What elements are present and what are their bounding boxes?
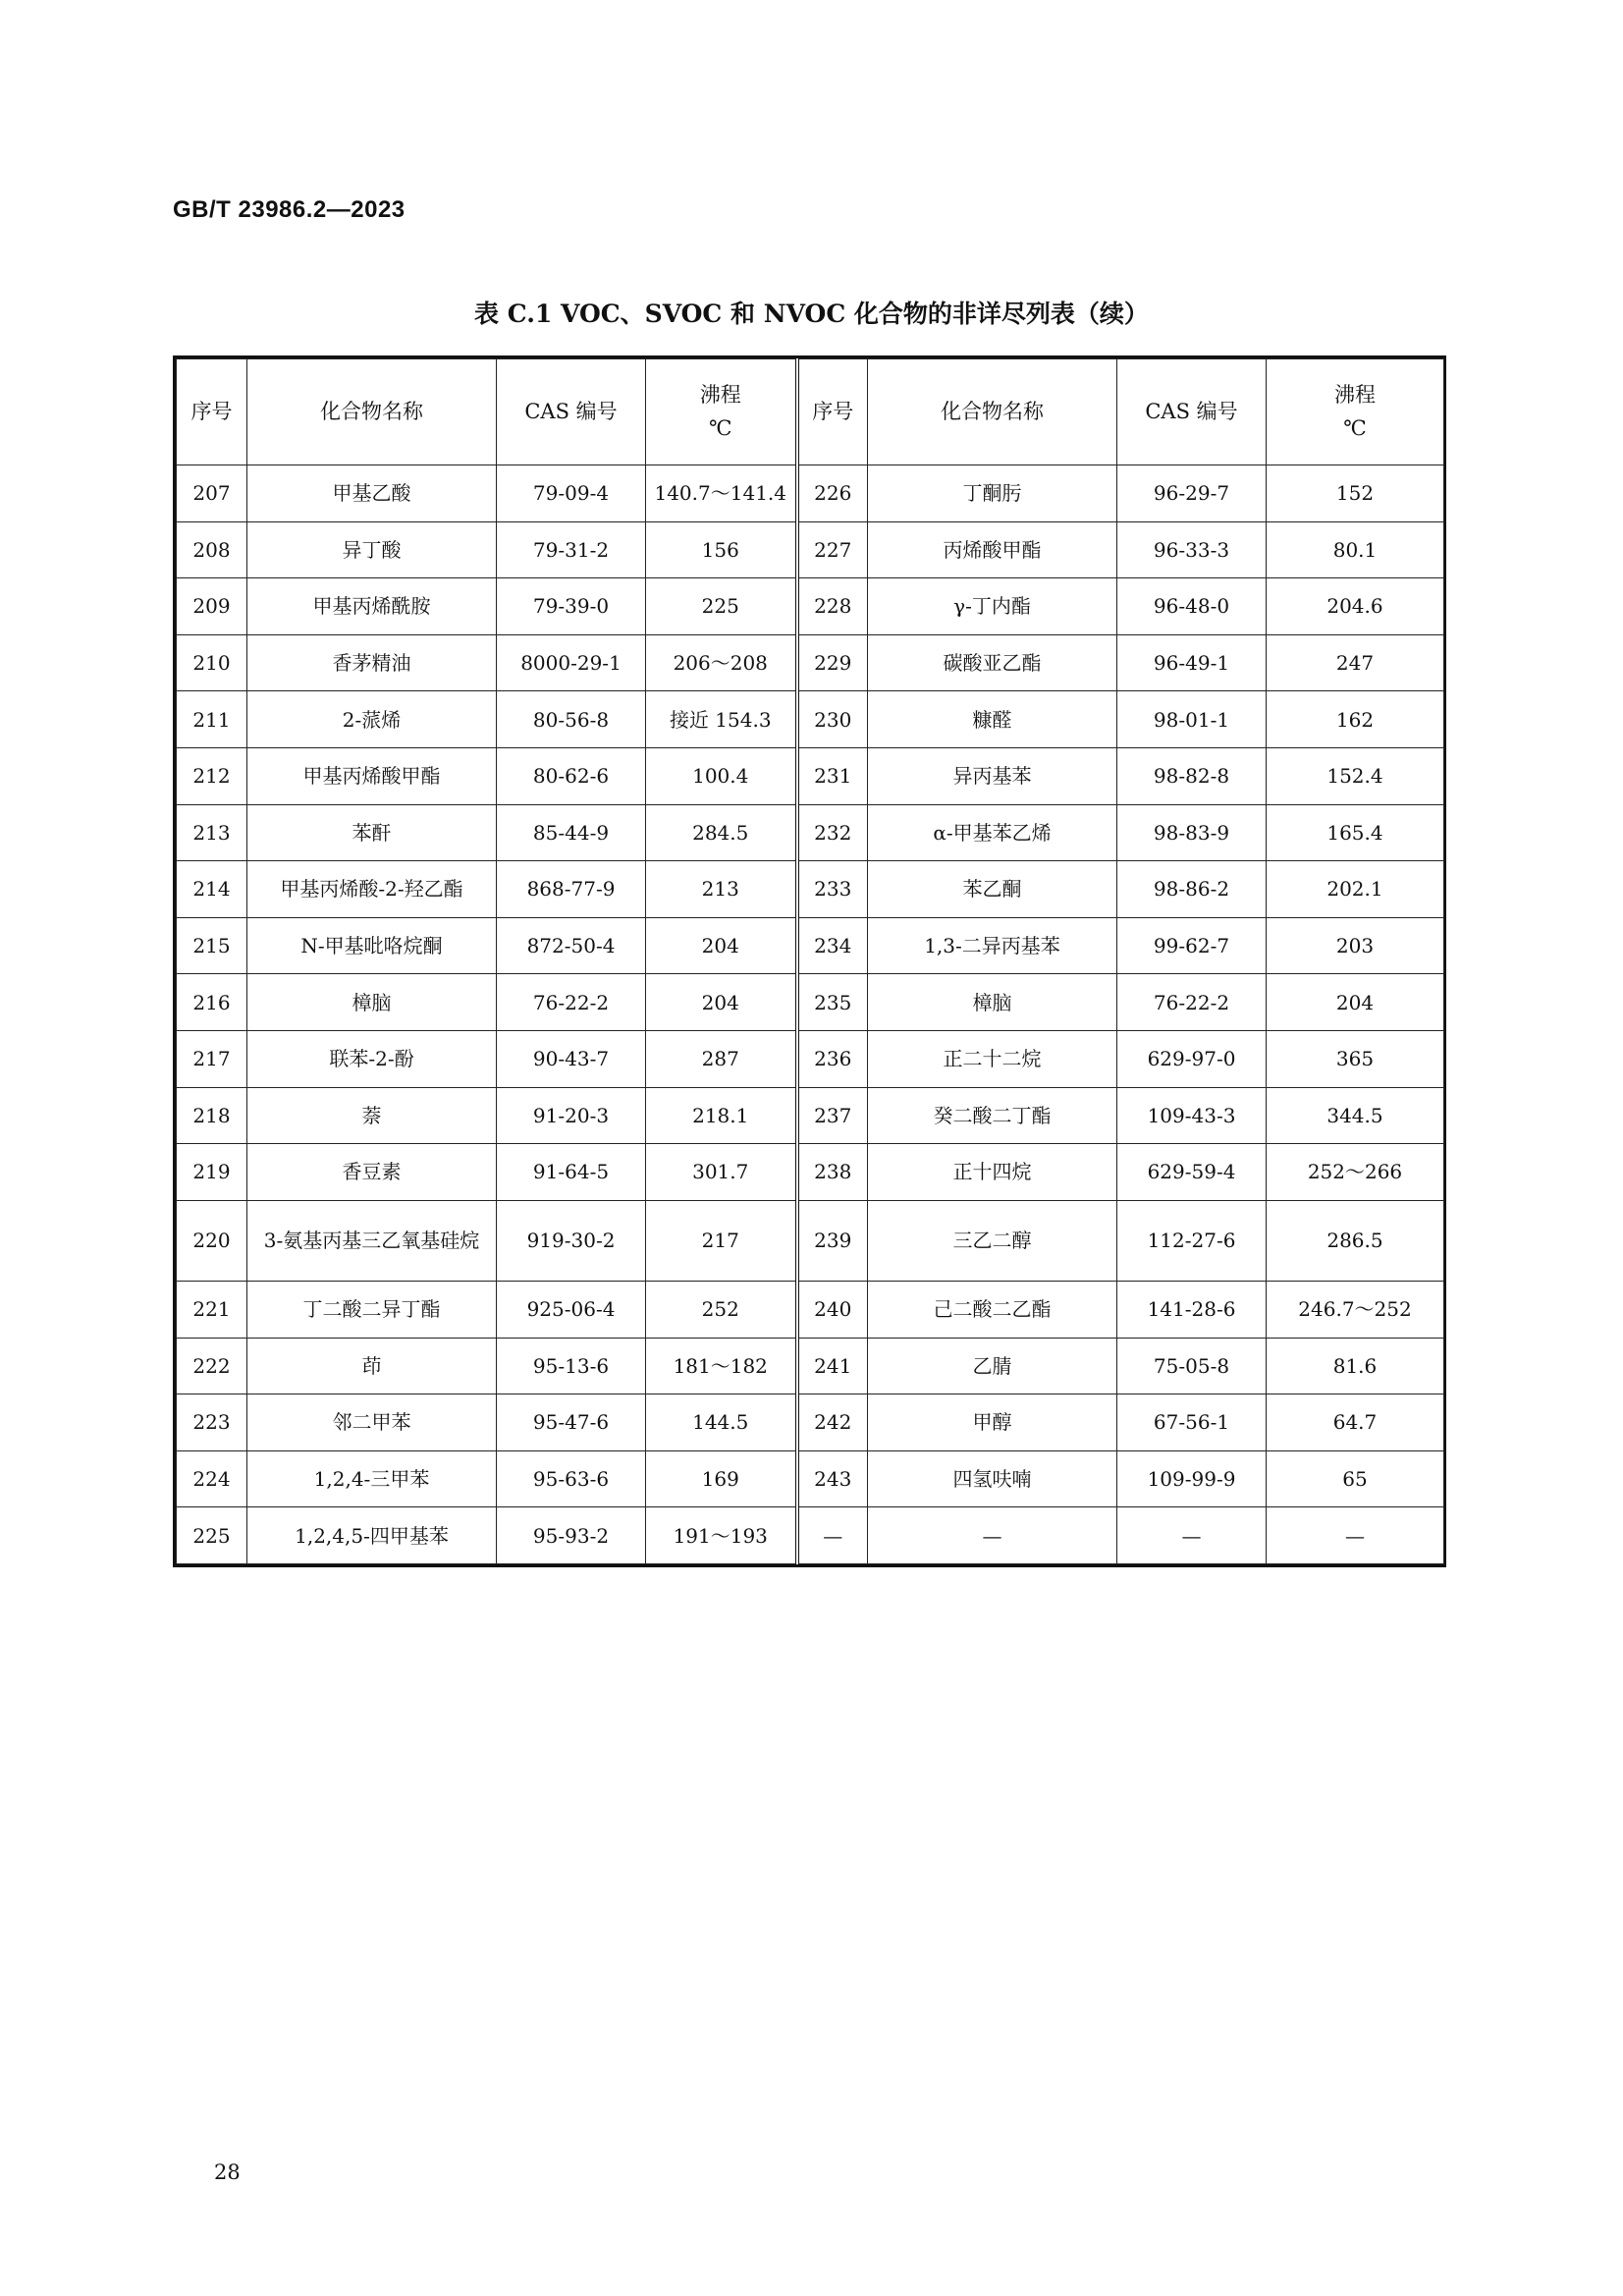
cell-left-seq: 217 (177, 1030, 247, 1087)
cell-left-name: 甲基丙烯酰胺 (247, 578, 497, 635)
header-name: 化合物名称 (247, 359, 497, 465)
header-cas: CAS 编号 (1117, 359, 1267, 465)
cell-left-cas: 95-47-6 (497, 1394, 646, 1451)
table-row (177, 1200, 1444, 1281)
header-name: 化合物名称 (868, 359, 1117, 465)
cell-right-name: γ-丁内酯 (868, 578, 1117, 635)
cell-right-boiling-range: 165.4 (1267, 804, 1444, 861)
cell-right-boiling-range: 286.5 (1267, 1200, 1444, 1281)
cell-left-cas: 79-31-2 (497, 521, 646, 578)
cell-right-boiling-range: 152 (1267, 465, 1444, 522)
cell-right-name: 糠醛 (868, 691, 1117, 748)
cell-left-cas: 91-64-5 (497, 1144, 646, 1201)
cell-right-seq: 233 (797, 861, 868, 918)
document-code: GB/T 23986.2—2023 (173, 196, 406, 223)
cell-right-name: 己二酸二乙酯 (868, 1281, 1117, 1338)
table-row (177, 804, 1444, 861)
cell-right-seq: 230 (797, 691, 868, 748)
cell-left-cas: 76-22-2 (497, 974, 646, 1031)
cell-right-cas: 76-22-2 (1117, 974, 1267, 1031)
cell-left-name: 甲基丙烯酸-2-羟乙酯 (247, 861, 497, 918)
cell-right-name: 异丙基苯 (868, 747, 1117, 804)
cell-right-seq: 228 (797, 578, 868, 635)
page-number: 28 (214, 2160, 241, 2184)
cell-left-name: 邻二甲苯 (247, 1394, 497, 1451)
cell-right-boiling-range: — (1267, 1507, 1444, 1564)
cell-right-cas: 96-29-7 (1117, 465, 1267, 522)
cell-left-boiling-range: 225 (646, 578, 797, 635)
cell-right-name: 三乙二醇 (868, 1200, 1117, 1281)
cell-left-name: 1,2,4,5-四甲基苯 (247, 1507, 497, 1564)
cell-left-cas: 79-39-0 (497, 578, 646, 635)
cell-right-cas: 141-28-6 (1117, 1281, 1267, 1338)
cell-left-seq: 224 (177, 1450, 247, 1507)
cell-left-cas: 85-44-9 (497, 804, 646, 861)
cell-right-seq: 236 (797, 1030, 868, 1087)
cell-left-name: 苯酐 (247, 804, 497, 861)
table-row (177, 691, 1444, 748)
cell-right-boiling-range: 152.4 (1267, 747, 1444, 804)
cell-left-boiling-range: 284.5 (646, 804, 797, 861)
table-row (177, 1087, 1444, 1144)
cell-right-name: 四氢呋喃 (868, 1450, 1117, 1507)
cell-right-cas: 109-99-9 (1117, 1450, 1267, 1507)
cell-right-name: 丙烯酸甲酯 (868, 521, 1117, 578)
cell-right-boiling-range: 365 (1267, 1030, 1444, 1087)
cell-right-boiling-range: 81.6 (1267, 1338, 1444, 1394)
header-cas: CAS 编号 (497, 359, 646, 465)
cell-left-name: 联苯-2-酚 (247, 1030, 497, 1087)
compound-table (173, 355, 1446, 1567)
cell-left-cas: 79-09-4 (497, 465, 646, 522)
cell-left-name: 丁二酸二异丁酯 (247, 1281, 497, 1338)
cell-right-boiling-range: 64.7 (1267, 1394, 1444, 1451)
header-boiling-unit: ℃ (709, 415, 732, 440)
cell-right-cas: 629-59-4 (1117, 1144, 1267, 1201)
table-row (177, 1507, 1444, 1564)
cell-right-cas: 67-56-1 (1117, 1394, 1267, 1451)
cell-left-seq: 207 (177, 465, 247, 522)
cell-left-cas: 91-20-3 (497, 1087, 646, 1144)
cell-left-seq: 215 (177, 917, 247, 974)
cell-right-boiling-range: 204 (1267, 974, 1444, 1031)
cell-right-seq: — (797, 1507, 868, 1564)
cell-right-cas: 99-62-7 (1117, 917, 1267, 974)
cell-right-name: α-甲基苯乙烯 (868, 804, 1117, 861)
cell-right-seq: 238 (797, 1144, 868, 1201)
cell-right-seq: 242 (797, 1394, 868, 1451)
cell-right-name: 甲醇 (868, 1394, 1117, 1451)
cell-left-boiling-range: 156 (646, 521, 797, 578)
header-boiling-unit: ℃ (1343, 415, 1367, 440)
cell-left-cas: 872-50-4 (497, 917, 646, 974)
cell-left-seq: 213 (177, 804, 247, 861)
cell-right-name: — (868, 1507, 1117, 1564)
cell-left-name: 樟脑 (247, 974, 497, 1031)
cell-left-boiling-range: 191～193 (646, 1507, 797, 1564)
cell-right-cas: 96-33-3 (1117, 521, 1267, 578)
cell-right-boiling-range: 247 (1267, 634, 1444, 691)
cell-right-boiling-range: 80.1 (1267, 521, 1444, 578)
cell-left-boiling-range: 252 (646, 1281, 797, 1338)
cell-left-cas: 868-77-9 (497, 861, 646, 918)
cell-left-boiling-range: 218.1 (646, 1087, 797, 1144)
cell-left-cas: 919-30-2 (497, 1200, 646, 1281)
cell-right-seq: 232 (797, 804, 868, 861)
cell-right-boiling-range: 202.1 (1267, 861, 1444, 918)
cell-left-boiling-range: 140.7～141.4 (646, 465, 797, 522)
cell-right-name: 正二十二烷 (868, 1030, 1117, 1087)
cell-right-seq: 227 (797, 521, 868, 578)
cell-left-name: 萘 (247, 1087, 497, 1144)
cell-right-seq: 235 (797, 974, 868, 1031)
cell-right-boiling-range: 204.6 (1267, 578, 1444, 635)
cell-left-seq: 214 (177, 861, 247, 918)
cell-left-boiling-range: 接近 154.3 (646, 691, 797, 748)
table-row (177, 1030, 1444, 1087)
table-row (177, 1281, 1444, 1338)
table-body (177, 465, 1444, 1564)
table-row (177, 1144, 1444, 1201)
cell-right-name: 樟脑 (868, 974, 1117, 1031)
cell-right-cas: — (1117, 1507, 1267, 1564)
cell-right-cas: 98-01-1 (1117, 691, 1267, 748)
cell-right-seq: 240 (797, 1281, 868, 1338)
cell-left-boiling-range: 213 (646, 861, 797, 918)
cell-left-name: 香豆素 (247, 1144, 497, 1201)
cell-right-name: 丁酮肟 (868, 465, 1117, 522)
cell-left-seq: 221 (177, 1281, 247, 1338)
table-row (177, 747, 1444, 804)
header-seq: 序号 (177, 359, 247, 465)
cell-left-seq: 220 (177, 1200, 247, 1281)
cell-left-cas: 90-43-7 (497, 1030, 646, 1087)
cell-right-name: 癸二酸二丁酯 (868, 1087, 1117, 1144)
cell-right-boiling-range: 252～266 (1267, 1144, 1444, 1201)
cell-left-name: 异丁酸 (247, 521, 497, 578)
header-boiling-label: 沸程 (1334, 382, 1376, 407)
cell-left-cas: 95-63-6 (497, 1450, 646, 1507)
table-header-row (177, 359, 1444, 465)
table-row (177, 861, 1444, 918)
table-row (177, 634, 1444, 691)
table-row (177, 974, 1444, 1031)
cell-left-boiling-range: 144.5 (646, 1394, 797, 1451)
cell-right-cas: 96-48-0 (1117, 578, 1267, 635)
cell-left-name: 香茅精油 (247, 634, 497, 691)
table-row (177, 1338, 1444, 1394)
cell-right-seq: 234 (797, 917, 868, 974)
cell-right-seq: 229 (797, 634, 868, 691)
cell-right-cas: 109-43-3 (1117, 1087, 1267, 1144)
cell-left-boiling-range: 204 (646, 974, 797, 1031)
cell-right-cas: 98-86-2 (1117, 861, 1267, 918)
table-row (177, 917, 1444, 974)
cell-left-name: 3-氨基丙基三乙氧基硅烷 (247, 1200, 497, 1281)
table-title: 表 C.1 VOC、SVOC 和 NVOC 化合物的非详尽列表（续） (474, 300, 1149, 328)
cell-right-seq: 231 (797, 747, 868, 804)
header-boiling-range (1267, 359, 1444, 465)
table-row (177, 578, 1444, 635)
cell-left-name: N-甲基吡咯烷酮 (247, 917, 497, 974)
cell-right-seq: 226 (797, 465, 868, 522)
cell-left-name: 甲基乙酸 (247, 465, 497, 522)
cell-left-cas: 95-13-6 (497, 1338, 646, 1394)
cell-left-seq: 223 (177, 1394, 247, 1451)
cell-right-cas: 112-27-6 (1117, 1200, 1267, 1281)
cell-right-boiling-range: 203 (1267, 917, 1444, 974)
cell-left-name: 茚 (247, 1338, 497, 1394)
cell-right-seq: 241 (797, 1338, 868, 1394)
cell-right-cas: 96-49-1 (1117, 634, 1267, 691)
cell-left-seq: 218 (177, 1087, 247, 1144)
cell-left-cas: 80-56-8 (497, 691, 646, 748)
table-row (177, 465, 1444, 522)
cell-left-seq: 208 (177, 521, 247, 578)
cell-left-cas: 8000-29-1 (497, 634, 646, 691)
cell-right-cas: 75-05-8 (1117, 1338, 1267, 1394)
cell-left-seq: 216 (177, 974, 247, 1031)
header-boiling-label: 沸程 (699, 382, 741, 407)
cell-right-name: 正十四烷 (868, 1144, 1117, 1201)
cell-right-cas: 629-97-0 (1117, 1030, 1267, 1087)
cell-left-name: 2-蒎烯 (247, 691, 497, 748)
cell-left-cas: 80-62-6 (497, 747, 646, 804)
table-row (177, 1450, 1444, 1507)
cell-left-boiling-range: 287 (646, 1030, 797, 1087)
cell-right-cas: 98-82-8 (1117, 747, 1267, 804)
cell-right-name: 苯乙酮 (868, 861, 1117, 918)
cell-right-name: 乙腈 (868, 1338, 1117, 1394)
cell-left-name: 1,2,4-三甲苯 (247, 1450, 497, 1507)
cell-left-boiling-range: 100.4 (646, 747, 797, 804)
cell-right-seq: 237 (797, 1087, 868, 1144)
cell-left-seq: 209 (177, 578, 247, 635)
cell-right-name: 碳酸亚乙酯 (868, 634, 1117, 691)
cell-right-boiling-range: 162 (1267, 691, 1444, 748)
cell-left-boiling-range: 181～182 (646, 1338, 797, 1394)
cell-left-boiling-range: 217 (646, 1200, 797, 1281)
cell-left-cas: 95-93-2 (497, 1507, 646, 1564)
header-seq: 序号 (797, 359, 868, 465)
cell-right-seq: 243 (797, 1450, 868, 1507)
cell-left-seq: 212 (177, 747, 247, 804)
cell-left-seq: 219 (177, 1144, 247, 1201)
table-row (177, 521, 1444, 578)
cell-right-boiling-range: 344.5 (1267, 1087, 1444, 1144)
cell-left-name: 甲基丙烯酸甲酯 (247, 747, 497, 804)
cell-left-boiling-range: 301.7 (646, 1144, 797, 1201)
cell-left-boiling-range: 169 (646, 1450, 797, 1507)
cell-left-boiling-range: 204 (646, 917, 797, 974)
cell-left-seq: 210 (177, 634, 247, 691)
cell-right-name: 1,3-二异丙基苯 (868, 917, 1117, 974)
header-boiling-range (646, 359, 797, 465)
cell-left-seq: 222 (177, 1338, 247, 1394)
cell-left-seq: 225 (177, 1507, 247, 1564)
cell-right-boiling-range: 246.7～252 (1267, 1281, 1444, 1338)
table-row (177, 1394, 1444, 1451)
cell-left-cas: 925-06-4 (497, 1281, 646, 1338)
cell-right-boiling-range: 65 (1267, 1450, 1444, 1507)
cell-left-boiling-range: 206～208 (646, 634, 797, 691)
cell-right-seq: 239 (797, 1200, 868, 1281)
cell-right-cas: 98-83-9 (1117, 804, 1267, 861)
cell-left-seq: 211 (177, 691, 247, 748)
